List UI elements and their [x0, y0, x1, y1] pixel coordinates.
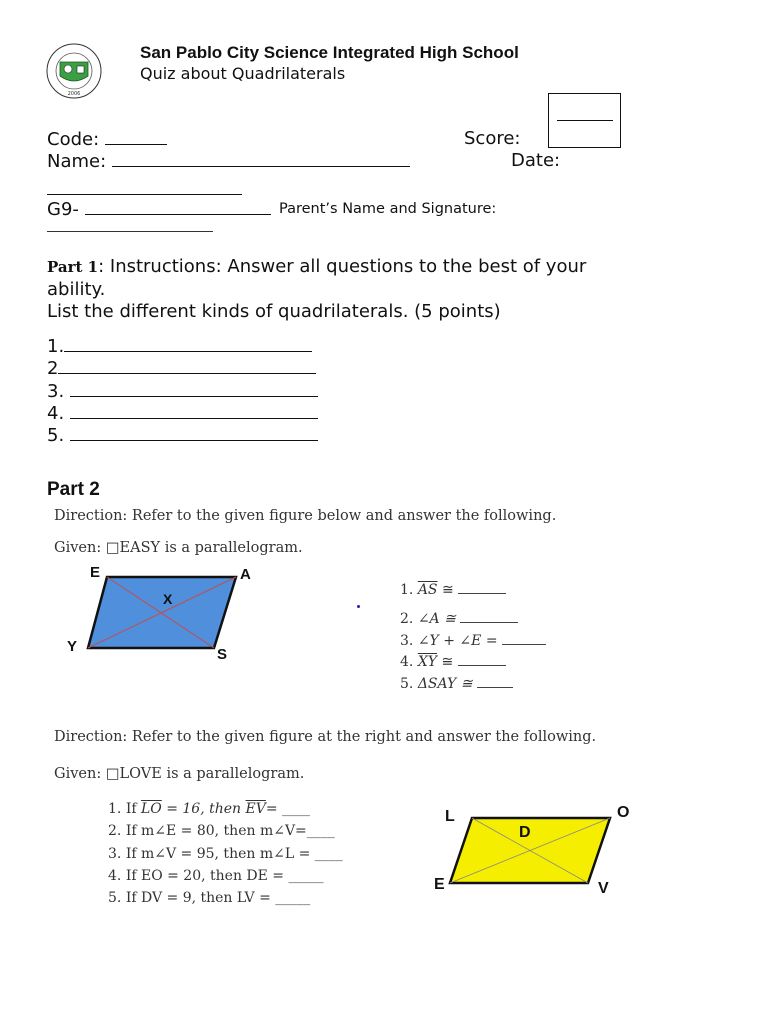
block1-item-3: 3. ∠Y + ∠E = [400, 632, 546, 650]
part1-instructions: : Instructions: Answer all questions to the best of your [98, 256, 587, 277]
school-logo [44, 42, 104, 100]
block1-item-1: 1. $\overline{AS}$ ≅ [400, 581, 506, 599]
code-field[interactable] [105, 128, 167, 145]
block2-item-2: 2. If m∠E = 80, then m∠V=____ [108, 823, 335, 839]
block1-answer-4[interactable] [458, 653, 506, 666]
intersection-d: D [519, 824, 531, 841]
answer-line-2[interactable] [58, 357, 316, 374]
date-field[interactable] [47, 178, 242, 195]
answer-number-1: 1. [47, 336, 65, 357]
score-label: Score: [464, 128, 521, 149]
answer-line-5[interactable] [70, 424, 318, 441]
vertex-e2: E [434, 876, 445, 893]
block1-given: Given: □EASY is a parallelogram. [54, 540, 303, 556]
block2-item-3: 3. If m∠V = 95, then m∠L = ____ [108, 846, 343, 862]
block2-direction: Direction: Refer to the given figure at the right and answer the following. [54, 729, 597, 745]
code-label: Code: [47, 129, 100, 150]
stray-dot [357, 605, 360, 608]
block1-answer-1[interactable] [458, 581, 506, 594]
answer-line-3[interactable] [70, 380, 318, 397]
answer-line-4[interactable] [70, 402, 318, 419]
vertex-a: A [240, 566, 251, 583]
quiz-title: Quiz about Quadrilaterals [140, 64, 346, 83]
block2-given: Given: □LOVE is a parallelogram. [54, 766, 305, 782]
answer-number-2: 2 [47, 358, 59, 379]
school-name: San Pablo City Science Integrated High School [140, 43, 519, 62]
section-field[interactable] [85, 198, 271, 215]
vertex-s: S [217, 646, 228, 663]
part1-instructions-cont: ability. [47, 279, 106, 300]
vertex-o: O [617, 804, 630, 821]
part1-question: List the different kinds of quadrilaterals. (5 points) [47, 301, 501, 322]
score-box[interactable] [548, 93, 621, 148]
name-label: Name: [47, 151, 107, 172]
parallelogram-love-figure [440, 808, 620, 892]
block2-item-1: 1. If $\overline{LO} = 16$, then $\overline{EV}=$ ____ [108, 801, 311, 817]
answer-number-4: 4. [47, 403, 65, 424]
answer-line-1[interactable] [64, 335, 312, 352]
block1-direction: Direction: Refer to the given figure below and answer the following. [54, 508, 557, 524]
block2-item-5: 5. If DV = 9, then LV = _____ [108, 890, 311, 906]
logo-year: 2006 [67, 91, 81, 97]
vertex-e: E [90, 564, 101, 581]
vertex-y: Y [67, 638, 78, 655]
vertex-v: V [598, 880, 609, 897]
intersection-x: X [163, 591, 173, 607]
block1-item-5: 5. ΔSAY ≅ [400, 675, 513, 693]
grade-label: G9- [47, 199, 79, 220]
block1-item-2: 2. ∠A ≅ [400, 610, 518, 628]
block1-answer-5[interactable] [477, 675, 513, 688]
parent-signature-field[interactable] [47, 219, 213, 232]
part2-heading: Part 2 [47, 479, 100, 500]
block1-answer-3[interactable] [502, 632, 546, 645]
block2-item-4: 4. If EO = 20, then DE = _____ [108, 868, 324, 884]
parent-label: Parent’s Name and Signature: [279, 201, 497, 217]
name-field[interactable] [112, 150, 410, 167]
answer-number-3: 3. [47, 381, 65, 402]
part1-heading: Part 1 [47, 258, 99, 276]
vertex-l: L [445, 808, 455, 825]
block1-answer-2[interactable] [460, 610, 518, 623]
date-label: Date: [511, 150, 561, 171]
block1-item-4: 4. $\overline{XY}$ ≅ [400, 653, 506, 671]
answer-number-5: 5. [47, 425, 65, 446]
